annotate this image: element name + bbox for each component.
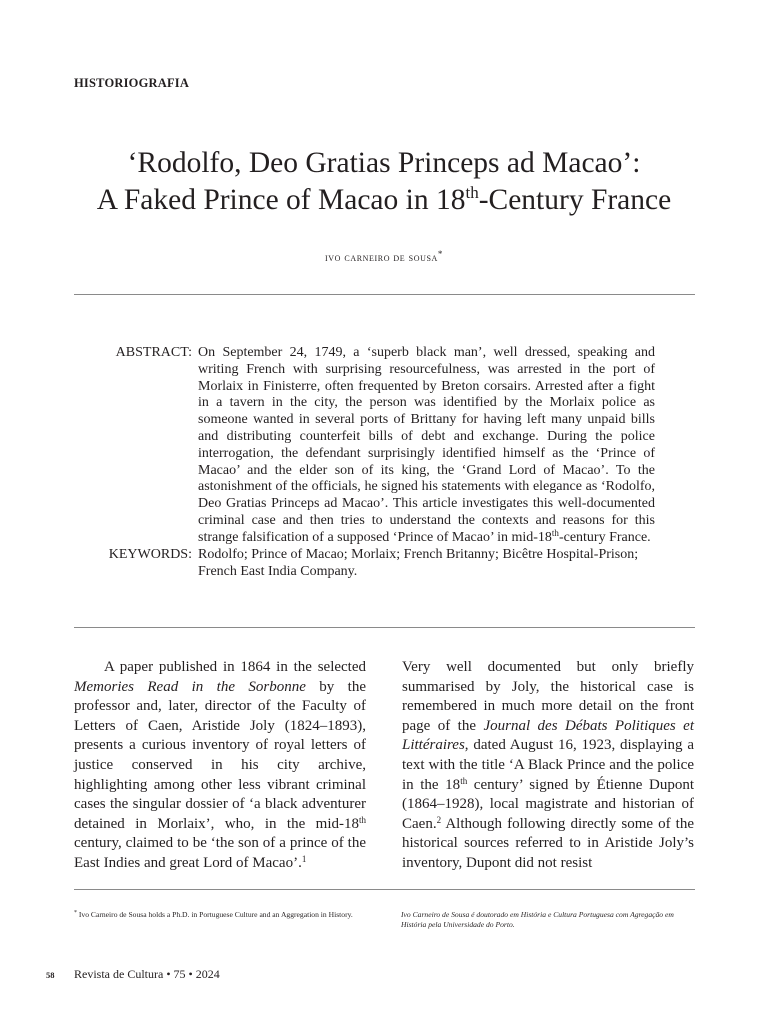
divider-footnotes xyxy=(74,889,695,890)
page-number: 58 xyxy=(46,970,55,980)
divider-middle xyxy=(74,627,695,628)
footnote-mark: * xyxy=(74,910,77,916)
article-title xyxy=(0,145,768,219)
title-line-2-end: -Century France xyxy=(478,184,672,216)
title-line-2-start: A Faked Prince of Macao in 18 xyxy=(96,184,466,216)
body-text: Although following directly some of the historical sources referred to in Aristide Joly’s inventory, Dupont did not resist xyxy=(402,815,694,871)
footnote-english xyxy=(74,910,367,920)
body-column-left xyxy=(74,658,366,874)
body-paragraph xyxy=(74,658,366,874)
body-column-right xyxy=(402,658,694,874)
abstract-superscript: th xyxy=(551,527,559,538)
body-text: century, claimed to be ‘the son of a prince of the East Indies and great Lord of Macao’. xyxy=(74,835,366,871)
title-line-1: ‘Rodolfo, Deo Gratias Princeps ad Macao’: xyxy=(127,147,641,179)
author-byline xyxy=(0,249,768,264)
section-tag: HISTORIOGRAFIA xyxy=(74,76,190,90)
body-text: , dated August 16, 1923, displaying a text with the title ‘A Black Prince and the police in the 18 xyxy=(402,737,694,793)
body-superscript: th xyxy=(460,775,468,786)
body-text: by the professor and, later, director of the Faculty of Letters of Caen, Aristide Joly (1824–1893), presents a curious inventory of royal letters of justice conserved in his city archive, highlighting among other less vibrant criminal cases the singular dossier of ‘a black adventurer detained in Morlaix’, who, in the mid-18 xyxy=(74,678,367,832)
abstract-text-end: -century France. xyxy=(558,529,651,545)
keywords-label: KEYWORDS: xyxy=(108,547,192,562)
divider-top xyxy=(74,294,695,295)
body-italic-title: Journal des Débats Politiques et Littéraires xyxy=(402,717,694,754)
footnote-english-text: Ivo Carneiro de Sousa holds a Ph.D. in Portuguese Culture and an Aggregation in History. xyxy=(77,910,353,919)
keywords-text: Rodolfo; Prince of Macao; Morlaix; French Britanny; Bicêtre Hospital-Prison; French East India Company. xyxy=(198,547,639,579)
author-footnote-mark: * xyxy=(437,249,443,259)
abstract-label: ABSTRACT: xyxy=(115,345,192,360)
journal-running-footer: Revista de Cultura • 75 • 2024 xyxy=(74,967,220,981)
footnote-ref-1: 1 xyxy=(301,853,307,864)
body-text: A paper published in 1864 in the selected xyxy=(104,659,366,675)
abstract-text-main: On September 24, 1749, a ‘superb black man’, well dressed, speaking and writing French with surprising resourcefulness, was arrested in the port of Morlaix in Finisterre, often frequented by Breton corsairs. Arrested after a fight in a tavern in the city, the person was identified by the Morlaix police as someone wanted in several ports of Brittany for having left many unpaid bills and distributing counterfeit bills of debt and exchange. During the police interrogation, the defendant surprisingly identified himself as the ‘Prince of Macao’ and the elder son of its king, the ‘Grand Lord of Macao’. To the astonishment of the officials, he signed his statements with elegance as ‘Rodolfo, Deo Gratias Princeps ad Macao’. This article investigates this well-documented criminal case and then tries to understand the contexts and reasons for this strange falsification of a supposed ‘Prince of Macao’ in mid-18 xyxy=(198,345,655,545)
body-text: Very well documented but only briefly summarised by Joly, the historical case is remembered in much more detail on the front page of the xyxy=(402,659,694,734)
title-line-2 xyxy=(0,182,768,219)
footnote-portuguese: Ivo Carneiro de Sousa é doutorado em História e Cultura Portuguesa com Agregação em História pela Universidade do Porto. xyxy=(401,910,674,929)
body-text: century’ signed by Étienne Dupont (1864–1928), local magistrate and historian of Caen. xyxy=(402,776,694,832)
abstract-text xyxy=(198,345,655,547)
author-name: ivo carneiro de sousa xyxy=(325,252,438,264)
body-italic-title: Memories Read in the Sorbonne xyxy=(74,678,306,695)
body-superscript: th xyxy=(358,814,366,825)
title-superscript: th xyxy=(465,183,479,202)
footnote-ref-2: 2 xyxy=(436,814,442,825)
body-paragraph xyxy=(402,658,694,874)
